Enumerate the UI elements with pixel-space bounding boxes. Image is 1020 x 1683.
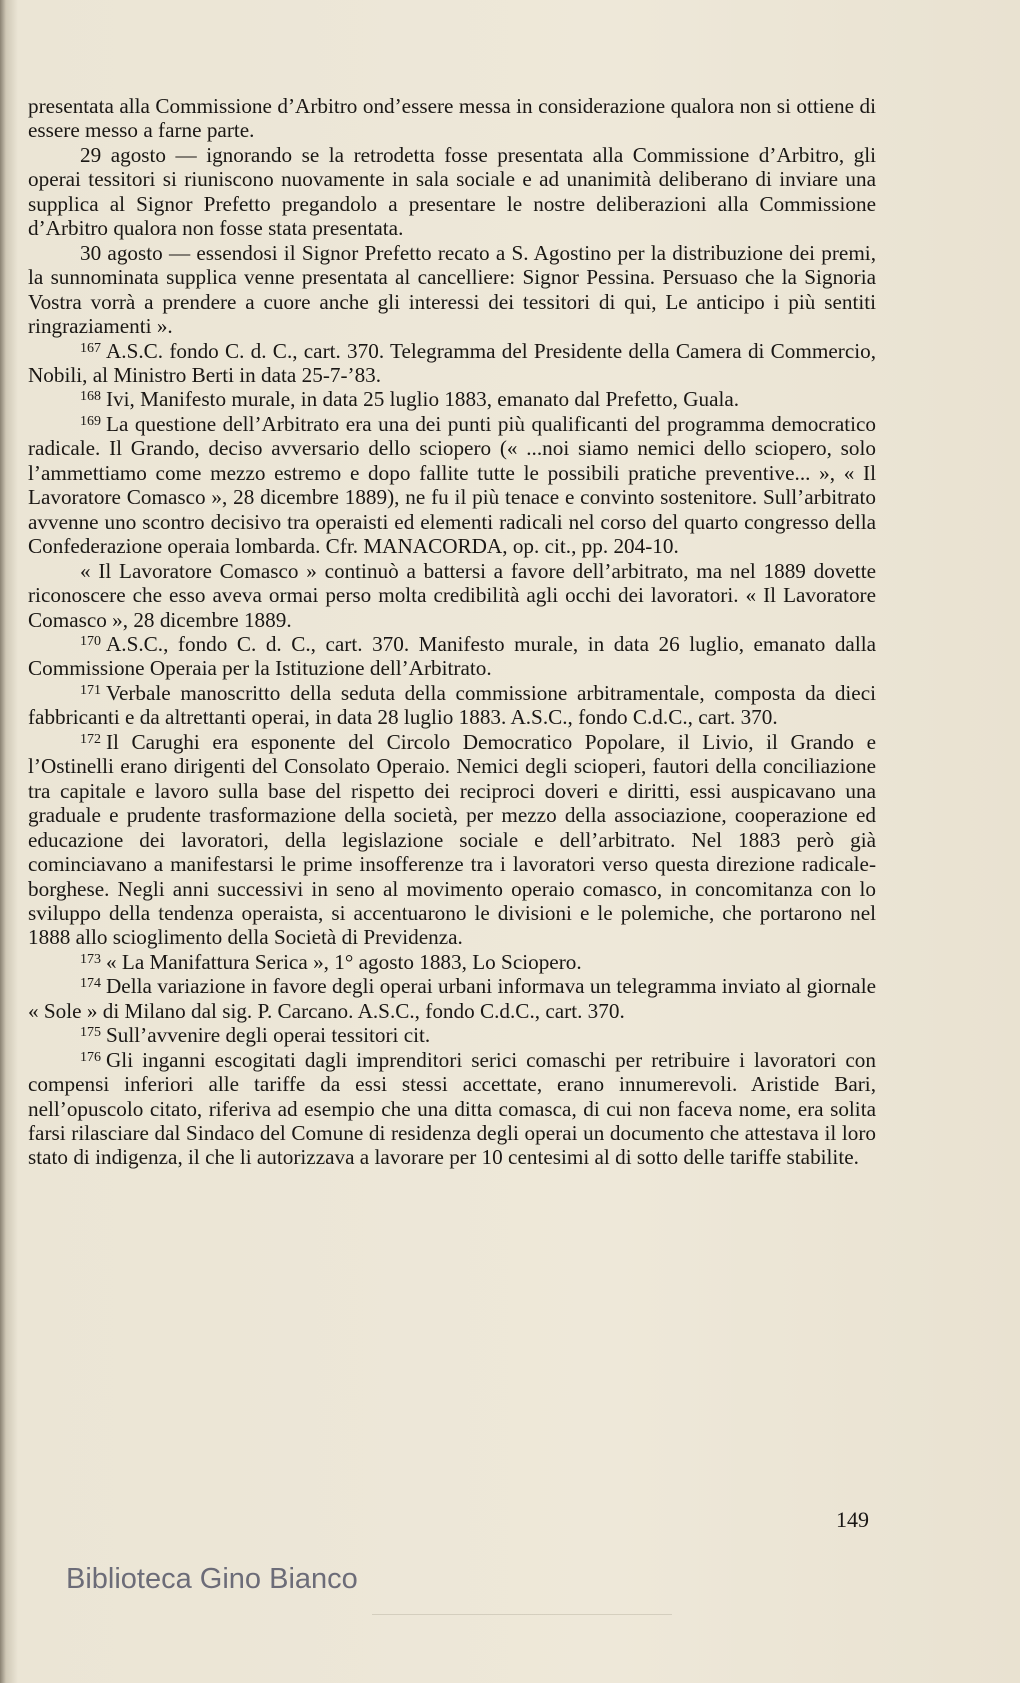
- footnote-171: $^{171}$ Verbale manoscritto della seduta della commissione arbitramentale, composta da dieci fabbricanti e da altrettanti operai, in data 28 luglio 1883. A.S.C., fondo C.d.C., cart. 370.: [28, 680, 876, 730]
- bottom-divider: [372, 1614, 672, 1615]
- footnote-number: 169: [80, 413, 101, 429]
- body-text: [28, 94, 876, 1170]
- footnote-175: $^{175}$ Sull’avvenire degli operai tessitori cit.: [80, 1023, 431, 1048]
- paragraph-continuation: presentata alla Commissione d’Arbitro ond’essere messa in considerazione qualora non si ottiene di essere messo a farne parte.: [28, 94, 876, 143]
- footnote-169-continued: « Il Lavoratore Comasco » continuò a battersi a favore dell’arbitrato, ma nel 1889 dovette riconoscere che esso aveva ormai perso molta credibilità agli occhi dei lavoratori. « Il Lavoratore Comasco », 28 dicembre 1889.: [28, 558, 876, 632]
- footnote-number: 167: [80, 340, 101, 356]
- footnote-number: 168: [80, 389, 101, 405]
- footnote-167: $^{167}$ A.S.C. fondo C. d. C., cart. 370. Telegramma del Presidente della Camera di Commercio, Nobili, al Ministro Berti in data 25-7-’83.: [28, 338, 876, 387]
- footnote-174: $^{174}$ Della variazione in favore degli operai urbani informava un telegramma inviato al giornale « Sole » di Milano dal sig. P. Carcano. A.S.C., fondo C.d.C., cart. 370.: [28, 974, 876, 1023]
- footnote-176: $^{176}$ Gli inganni escogitati dagli imprenditori serici comaschi per retribuire i lavoratori con compensi inferiori alle tariffe da essi stessi accettate, erano innumerevoli. Aristide Bari, nell’opuscolo citato, riferiva ad esempio che una ditta comasca, di cui non faceva nome, era solita farsi rilasciare dal Sindaco del Comune di residenza degli operai un documento che attestava il loro stato di indigenza, il che li autorizzava a lavorare per 10 centesimi al di sotto delle tariffe stabilite.: [28, 1047, 876, 1170]
- footnote-172: $^{172}$ Il Carughi era esponente del Circolo Democratico Popolare, il Livio, il Grando e l’Ostinelli erano dirigenti del Consolato Operaio. Nemici degli scioperi, fautori della conciliazione tra capitale e lavoro sulla base del rispetto dei reciproci doveri e diritti, essi auspicavano una graduale e prudente trasformazione della società, per mezzo della associazione, cooperazione ed educazione dei lavoratori, della legislazione sociale e dell’arbitrato. Nel 1883 però già cominciavano a manifestarsi le prime insofferenze tra i lavoratori verso questa direzione radicale-borghese. Negli anni successivi in seno al movimento operaio comasco, in concomitanza con lo sviluppo della tendenza operaista, si accentuarono le divisioni e le polemiche, che portarono nel 1888 allo scioglimento della Società di Previdenza.: [28, 729, 876, 950]
- footnote-number: 171: [80, 682, 101, 698]
- library-watermark: Biblioteca Gino Bianco: [66, 1563, 358, 1595]
- footnote-number: 175: [80, 1025, 101, 1041]
- footnote-number: 176: [80, 1049, 101, 1065]
- footnote-173: $^{173}$ « La Manifattura Serica », 1° agosto 1883, Lo Sciopero.: [80, 949, 582, 974]
- footnote-168: $^{168}$ Ivi, Manifesto murale, in data 25 luglio 1883, emanato dal Prefetto, Guala.: [80, 387, 740, 412]
- paragraph-29-agosto: 29 agosto — ignorando se la retrodetta fosse presentata alla Commissione d’Arbitro, gli operai tessitori si riuniscono nuovamente in sala sociale e ad unanimità deliberano di inviare una supplica al Signor Prefetto pregandolo a presentare le nostre deliberazioni alla Commissione d’Arbitro qualora non fosse stata presentata.: [28, 142, 876, 241]
- footnote-number: 173: [80, 951, 101, 967]
- footnote-number: 170: [80, 633, 101, 649]
- page-number: 149: [836, 1507, 869, 1532]
- footnote-169: $^{169}$ La questione dell’Arbitrato era una dei punti più qualificanti del programma democratico radicale. Il Grando, deciso avversario dello sciopero (« ...noi siamo nemici dello sciopero, solo l’ammettiamo come mezzo estremo e dopo fallite tutte le possibili pratiche preventive... », « Il Lavoratore Comasco », 28 dicembre 1889), ne fu il più tenace e convinto sostenitore. Sull’arbitrato avvenne uno scontro decisivo tra operaisti ed elementi radicali nel corso del quarto congresso della Confederazione operaia lombarda. Cfr. MANACORDA, op. cit., pp. 204-10.: [28, 411, 876, 559]
- paragraph-30-agosto: 30 agosto — essendosi il Signor Prefetto recato a S. Agostino per la distribuzione dei premi, la sunnominata supplica venne presentata al cancelliere: Signor Pessina. Persuaso che la Signoria Vostra vorrà a prendere a cuore anche gli interessi dei tessitori di qui, Le anticipo i più sentiti ringraziamenti ».: [28, 240, 876, 339]
- footnote-number: 174: [80, 976, 101, 992]
- footnote-170: $^{170}$ A.S.C., fondo C. d. C., cart. 370. Manifesto murale, in data 26 luglio, emanato dalla Commissione Operaia per la Istituzione dell’Arbitrato.: [28, 631, 876, 681]
- footnote-number: 172: [80, 731, 101, 747]
